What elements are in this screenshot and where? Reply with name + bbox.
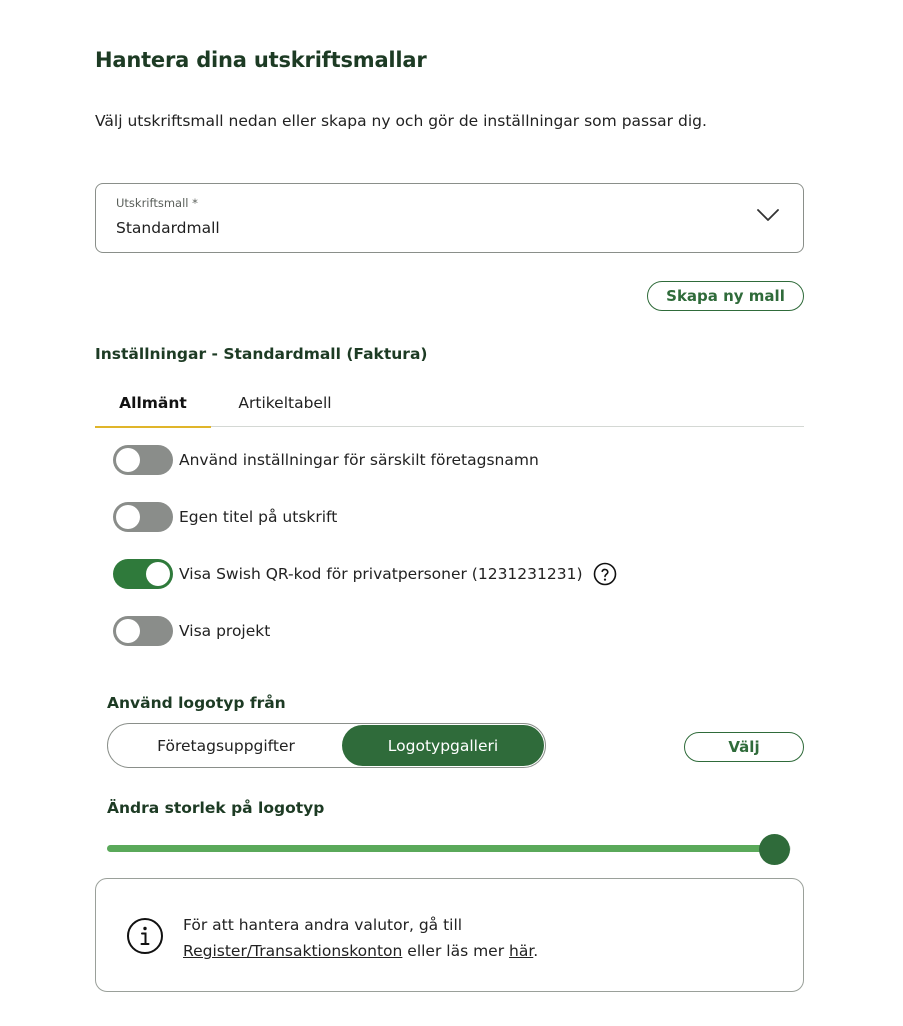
toggle-label: Visa projekt: [179, 622, 271, 640]
tab-allmant[interactable]: Allmänt: [95, 378, 211, 427]
toggle-label: Använd inställningar för särskilt företagsnamn: [179, 451, 539, 469]
custom-title-toggle[interactable]: [113, 502, 173, 532]
logo-size-heading: Ändra storlek på logotyp: [107, 799, 325, 817]
swish-qr-toggle[interactable]: [113, 559, 173, 589]
logo-source-heading: Använd logotyp från: [107, 694, 286, 712]
toggle-row-swish-qr: [113, 559, 617, 589]
toggle-row-company-name: [113, 445, 539, 475]
segment-company-info[interactable]: Företagsuppgifter: [157, 736, 295, 755]
chevron-down-icon: [755, 206, 781, 224]
info-text: [183, 912, 538, 964]
info-text-middle: eller läs mer: [402, 942, 510, 960]
template-select-label: Utskriftsmall *: [116, 196, 198, 210]
toggle-label: Visa Swish QR-kod för privatpersoner (1231231231): [179, 565, 583, 583]
tab-artikeltabell[interactable]: Artikeltabell: [238, 393, 332, 412]
settings-heading: Inställningar - Standardmall (Faktura): [95, 345, 428, 363]
intro-text: Välj utskriftsmall nedan eller skapa ny och gör de inställningar som passar dig.: [95, 112, 707, 130]
currency-info-box: [95, 878, 804, 992]
settings-tabs: [95, 378, 804, 427]
choose-logo-button[interactable]: Välj: [684, 732, 804, 762]
slider-fill: [107, 845, 774, 852]
segment-logo-gallery[interactable]: Logotypgalleri: [342, 725, 544, 766]
toggle-label: Egen titel på utskrift: [179, 508, 338, 526]
toggle-knob: [116, 619, 140, 643]
info-text-suffix: .: [533, 942, 539, 960]
logo-size-slider[interactable]: [107, 834, 791, 864]
slider-thumb[interactable]: [759, 834, 790, 865]
logo-source-segmented: [107, 723, 546, 768]
create-template-button[interactable]: Skapa ny mall: [647, 281, 804, 311]
read-more-link[interactable]: här: [509, 942, 534, 960]
toggle-knob: [116, 505, 140, 529]
company-name-toggle[interactable]: [113, 445, 173, 475]
toggle-knob: [116, 448, 140, 472]
info-text-prefix: För att hantera andra valutor, gå till: [183, 916, 463, 934]
register-transaction-accounts-link[interactable]: Register/Transaktionskonton: [183, 942, 403, 960]
show-project-toggle[interactable]: [113, 616, 173, 646]
toggle-row-custom-title: [113, 502, 337, 532]
toggle-knob: [146, 562, 170, 586]
page-title: Hantera dina utskriftsmallar: [95, 48, 427, 72]
question-circle-icon[interactable]: [593, 562, 617, 586]
template-select-value: Standardmall: [116, 219, 220, 237]
template-select[interactable]: [95, 183, 804, 253]
info-circle-icon: [126, 917, 164, 955]
toggle-row-show-project: [113, 616, 270, 646]
